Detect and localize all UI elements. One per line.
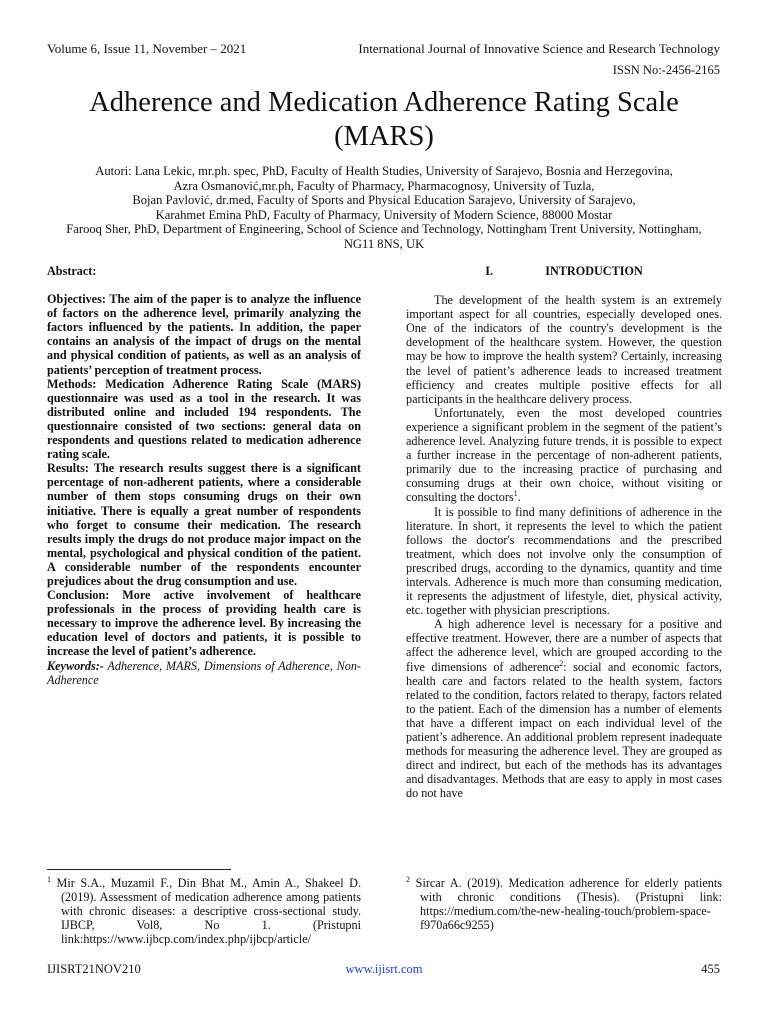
paragraph-text: Unfortunately, even the most developed countries experience a significant problem in the segment of the patient’s adherence level. Analyzing future trends, it is possible to expect a further increase in the percentage of non-adherent patients, primarily due to the increasing practice of purchasing and consuming drugs at their own choice, without visiting or consulting the doctors xyxy=(406,405,722,505)
author-line: Azra Osmanović,mr.ph, Faculty of Pharmacy, Pharmacognosy, University of Tuzla, xyxy=(173,178,595,193)
section-number: I. xyxy=(485,264,494,278)
footnote-body: Sircar A. (2019). Medication adherence for elderly patients with chronic conditions (Thesis). (Pristupni link: https://medium.com/the-new-healing-touch/problem-space-f970a66c9255) xyxy=(410,876,722,933)
intro-paragraph xyxy=(406,406,722,505)
footnote-text xyxy=(47,876,361,946)
author-line: Autori: Lana Lekic, mr.ph. spec, PhD, Faculty of Health Studies, University of Sarajevo, Bosnia and Herzegovina, xyxy=(95,164,673,178)
keywords-label: Keywords:- xyxy=(47,658,104,673)
intro-paragraph xyxy=(406,617,722,800)
intro-paragraph: It is possible to find many definitions of adherence in the literature. In short, it represents the level to which the patient follows the doctor's recommendations and the prescribed treatment, which does not involve only the consumption of prescribed drugs, according to the dynamics, quantity and time intervals. Adherence is much more than consuming medication, it represents the adjustment of lifestyle, diet, physical activity, etc. together with physician prescriptions. xyxy=(406,504,722,618)
paragraph-text: A high adherence level is necessary for a positive and effective treatment. However, there are a number of aspects that affect the adherence level, which are grouped according to the five dimensions of adherence xyxy=(406,617,722,674)
keywords-text: Adherence, MARS, Dimensions of Adherence, Non-Adherence xyxy=(47,658,361,687)
paper-id: IJISRT21NOV210 xyxy=(47,962,141,976)
volume-issue: Volume 6, Issue 11, November – 2021 xyxy=(47,41,247,56)
abstract-conclusion: Conclusion: More active involvement of healthcare professionals in the process of providing health care is necessary to improve the adherence level. By increasing the education level of doctors and patients, it is possible to increase the level of patient’s adherence. xyxy=(47,588,361,659)
footnote-text xyxy=(406,876,722,932)
author-line: Karahmet Emina PhD, Faculty of Pharmacy, University of Modern Science, 88000 Mostar xyxy=(155,207,613,222)
abstract-objectives: Objectives: The aim of the paper is to analyze the influence of factors on the adherence level, primarily analyzing the factors influenced by the patients. In addition, the paper contains an analysis of the impact of drugs on the mental and physical condition of patients, as well as an analysis of patients’ perception of treatment process. xyxy=(47,292,361,377)
journal-name: International Journal of Innovative Science and Research Technology xyxy=(358,41,720,56)
left-column xyxy=(47,264,361,687)
intro-paragraph: The development of the health system is an extremely important aspect for all countries, especially developed ones. One of the indicators of the country's development is the development of the healthcare system. However, the question may be how to improve the health system? Certainly, increasing the level of patient’s adherence leads to increased treatment efficiency and creates multiple positive effects for all participants in the healthcare delivery process. xyxy=(406,293,722,406)
abstract-heading: Abstract: xyxy=(47,264,97,278)
footnote-number: 1 xyxy=(47,874,51,884)
keywords xyxy=(47,659,361,687)
author-line: NG11 8NS, UK xyxy=(343,236,425,251)
right-column xyxy=(406,264,722,800)
footnote-ref: 1 xyxy=(513,489,518,499)
footnote-1 xyxy=(47,876,361,946)
author-line: Farooq Sher, PhD, Department of Engineering, School of Science and Technology, Nottingham Trent University, Nottingham, xyxy=(66,222,702,237)
footnote-body: Mir S.A., Muzamil F., Din Bhat M., Amin A., Shakeel D. (2019). Assessment of medication adherence among patients with chronic diseases: a descriptive cross-sectional study. IJBCP, Vol8, No 1. (Pristupni link:https://www.ijbcp.com/index.php/ijbcp/article/ xyxy=(51,876,361,947)
journal-url-link[interactable]: www.ijisrt.com xyxy=(345,962,423,976)
paper-title xyxy=(40,86,728,154)
title-line-1: Adherence and Medication Adherence Rating Scale xyxy=(89,87,679,118)
author-line: Bojan Pavlović, dr.med, Faculty of Sports and Physical Education Sarajevo, University of Sarajevo, xyxy=(132,193,636,208)
abstract-results: Results: The research results suggest there is a significant percentage of non-adherent patients, where a considerable number of them stops consuming drugs on their own initiative. There is equally a great number of respondents who forget to consume their medication. The research results imply the drugs do not produce major impact on the mental, psychological and physical condition of the patient. A considerable number of the respondents encounter prejudices about the drug consumption and use. xyxy=(47,461,361,588)
author-list xyxy=(44,164,724,252)
paragraph-text: . xyxy=(517,490,521,505)
paragraph-text: : social and economic factors, health care and factors related to the health system, factors related to the condition, factors related to therapy, factors related to the patient. Each of the dimension has a number of elements that have a different impact on each individual level of the patient’s adherence. An additional problem represent inadequate methods for measuring the adherence level. They are grouped as direct and indirect, but each of the methods has its advantages and disadvantages. Methods that are easy to apply in most cases do not have xyxy=(406,659,722,801)
page-number: 455 xyxy=(701,962,720,976)
section-heading xyxy=(406,264,722,278)
footnote-ref: 2 xyxy=(559,658,564,668)
section-title: INTRODUCTION xyxy=(545,264,643,278)
issn: ISSN No:-2456-2165 xyxy=(612,63,720,77)
title-line-2: (MARS) xyxy=(334,121,434,152)
footnote-divider xyxy=(47,869,231,870)
abstract-methods: Methods: Medication Adherence Rating Scale (MARS) questionnaire was used as a tool in the research. It was distributed online and included 194 respondents. The questionnaire consisted of two sections: general data on respondents and questions related to medication adherence rating scale. xyxy=(47,376,361,462)
footnote-number: 2 xyxy=(406,874,410,884)
footnote-2 xyxy=(406,876,722,932)
